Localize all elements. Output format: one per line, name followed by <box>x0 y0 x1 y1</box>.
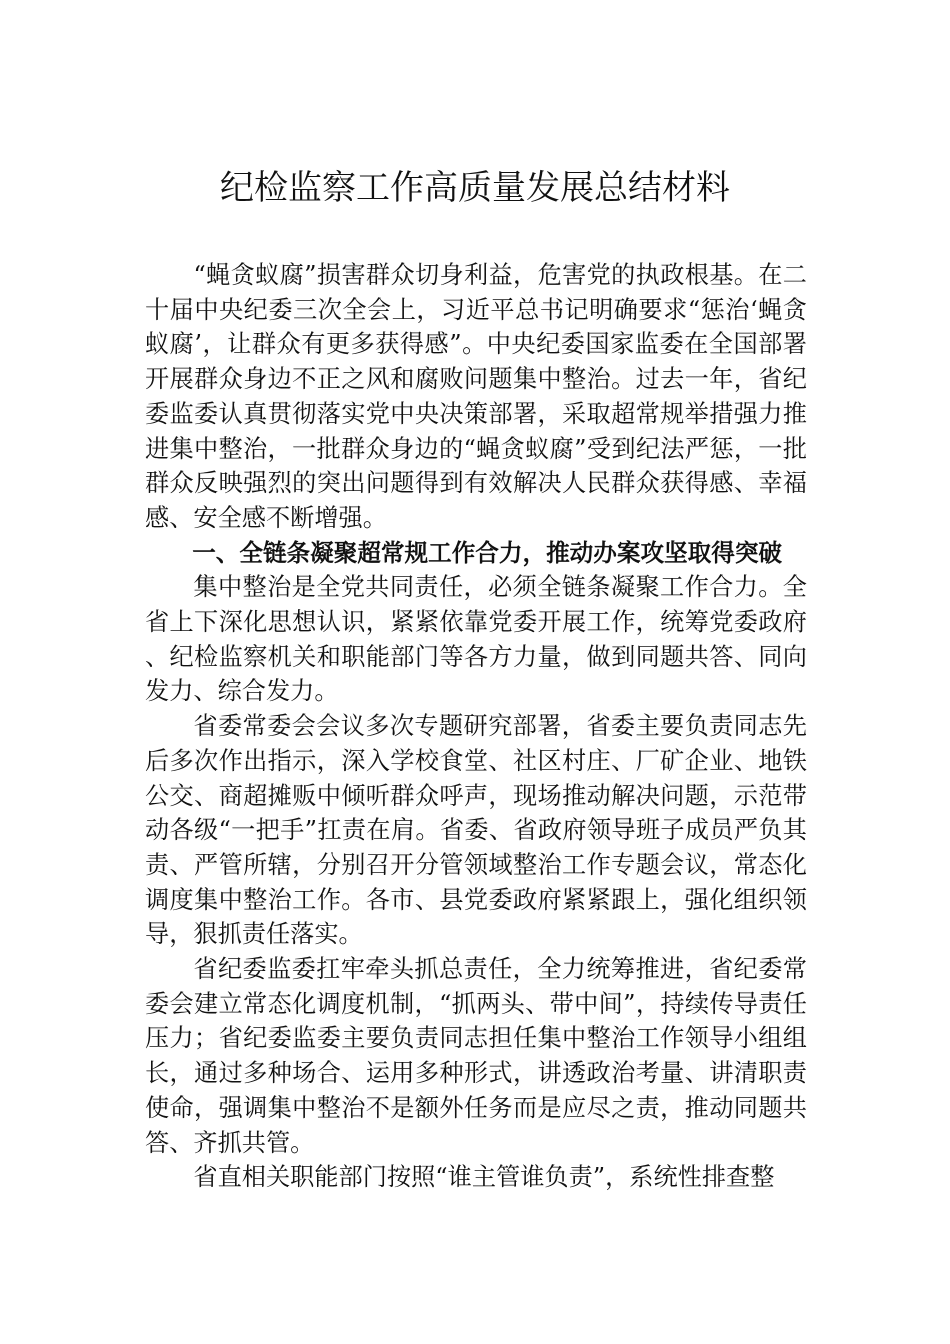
document-body <box>145 258 807 1195</box>
paragraph-discipline-commission: 省纪委监委扛牢牵头抓总责任，全力统筹推进，省纪委常委会建立常态化调度机制，“抓两头、带中间”，持续传导责任压力；省纪委监委主要负责同志担任集中整治工作领导小组组长，通过多种场合、运用多种形式，讲透政治考量、讲清职责使命，强调集中整治不是额外任务而是应尽之责，推动同题共答、齐抓共管。 <box>145 955 807 1157</box>
paragraph-provincial-committee: 省委常委会会议多次专题研究部署，省委主要负责同志先后多次作出指示，深入学校食堂、社区村庄、厂矿企业、地铁公交、商超摊贩中倾听群众呼声，现场推动解决问题，示范带动各级“一把手”扛责在肩。省委、省政府领导班子成员严负其责、严管所辖，分别召开分管领域整治工作专题会议，常态化调度集中整治工作。各市、县党委政府紧紧跟上，强化组织领导，狠抓责任落实。 <box>145 712 807 949</box>
paragraph-departments: 省直相关职能部门按照“谁主管谁负责”，系统性排查整 <box>193 1163 775 1192</box>
paragraph-joint-effort: 集中整治是全党共同责任，必须全链条凝聚工作合力。全省上下深化思想认识，紧紧依靠党委开展工作，统筹党委政府、纪检监察机关和职能部门等各方力量，做到同题共答、同向发力、综合发力。 <box>145 573 807 706</box>
section-heading-1: 一、全链条凝聚超常规工作合力，推动办案攻坚取得突破 <box>192 538 783 567</box>
document-title: 纪检监察工作高质量发展总结材料 <box>220 168 730 208</box>
paragraph-intro: “蝇贪蚁腐”损害群众切身利益，危害党的执政根基。在二十届中央纪委三次全会上，习近平总书记明确要求“惩治‘蝇贪蚁腐’，让群众有更多获得感”。中央纪委国家监委在全国部署开展群众身边不正之风和腐败问题集中整治。过去一年，省纪委监委认真贯彻落实党中央决策部署，采取超常规举措强力推进集中整治，一批群众身边的“蝇贪蚁腐”受到纪法严惩，一批群众反映强烈的突出问题得到有效解决人民群众获得感、幸福感、安全感不断增强。 <box>145 261 807 532</box>
